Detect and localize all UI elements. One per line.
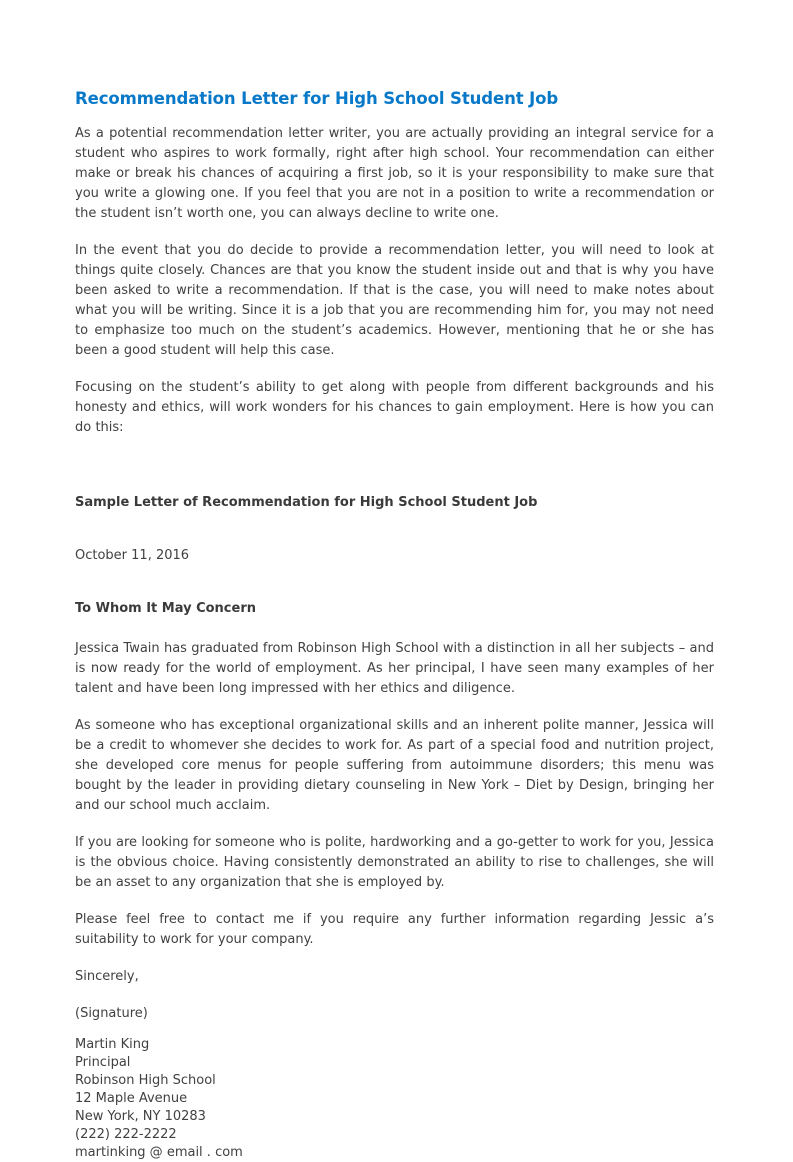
signature-email: martinking @ email . com bbox=[75, 1145, 243, 1160]
signature-city: New York, NY 10283 bbox=[75, 1109, 206, 1124]
letter-paragraph-3: If you are looking for someone who is polite, hardworking and a go-getter to work for you, Jessica is the obvious choice. Having consistently demonstrated an ability to rise to challenges, she will be an asset to any organization that she is employed by. bbox=[75, 835, 714, 890]
letter-date: October 11, 2016 bbox=[75, 548, 190, 563]
spacer-before-date bbox=[75, 513, 714, 546]
intro-paragraph-3: Focusing on the student’s ability to get along with people from different backgrounds and his honesty and ethics, will work wonders for his chances to gain employment. Here is how you can do this: bbox=[75, 380, 714, 435]
signature-phone: (222) 222-2222 bbox=[75, 1127, 177, 1142]
signature-placeholder: (Signature) bbox=[75, 1006, 148, 1021]
signature-school: Robinson High School bbox=[75, 1073, 216, 1088]
spacer-before-sample-heading bbox=[75, 455, 714, 493]
document-content bbox=[75, 88, 714, 1162]
signature-street: 12 Maple Avenue bbox=[75, 1091, 188, 1106]
spacer-after-salutation bbox=[75, 619, 714, 639]
letter-paragraph-4: Please feel free to contact me if you require any further information regarding Jessic a’s suitability to work for your company. bbox=[75, 912, 714, 947]
spacer-before-salutation bbox=[75, 566, 714, 599]
intro-paragraph-2: In the event that you do decide to provide a recommendation letter, you will need to look at things quite closely. Chances are that you know the student inside out and that is why you have been asked to write a recommendation. If that is the case, you will need to make notes about what you will be writing. Since it is a job that you are recommending him for, you may not need to emphasize too much on the student’s academics. However, mentioning that he or she has been a good student will help this case. bbox=[75, 243, 714, 358]
salutation-heading: To Whom It May Concern bbox=[75, 601, 256, 616]
signature-title: Principal bbox=[75, 1055, 131, 1070]
letter-paragraph-1: Jessica Twain has graduated from Robinson High School with a distinction in all her subjects – and is now ready for the world of employment. As her principal, I have seen many examples of her talent and have been long impressed with her ethics and diligence. bbox=[75, 641, 714, 696]
signature-block bbox=[75, 1036, 714, 1162]
letter-paragraph-2: As someone who has exceptional organizational skills and an inherent polite manner, Jessica will be a credit to whomever she decides to work for. As part of a special food and nutrition project, she developed core menus for people suffering from autoimmune disorders; this menu was bought by the leader in providing dietary counseling in New York – Diet by Design, bringing her and our school much acclaim. bbox=[75, 718, 714, 813]
page-title: Recommendation Letter for High School Student Job bbox=[75, 89, 559, 108]
signature-name: Martin King bbox=[75, 1037, 150, 1052]
intro-paragraph-1: As a potential recommendation letter writer, you are actually providing an integral service for a student who aspires to work formally, right after high school. Your recommendation can either make or break his chances of acquiring a first job, so it is your responsibility to make sure that you write a glowing one. If you feel that you are not in a position to write a recommendation or the student isn’t worth one, you can always decline to write one. bbox=[75, 126, 714, 221]
closing-line: Sincerely, bbox=[75, 969, 139, 984]
sample-letter-heading: Sample Letter of Recommendation for High School Student Job bbox=[75, 495, 538, 510]
